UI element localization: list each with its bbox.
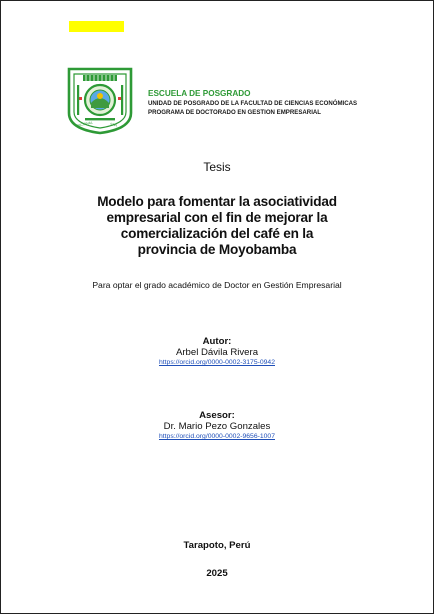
university-seal-icon (67, 67, 133, 135)
advisor-name: Dr. Mario Pezo Gonzales (163, 421, 271, 432)
degree-purpose: Para optar el grado académico de Doctor en Gestión Empresarial (92, 280, 342, 290)
author-orcid-link[interactable]: https://orcid.org/0000-0002-3175-0942 (158, 359, 275, 366)
institution-header (148, 89, 418, 117)
year: 2025 (206, 568, 228, 579)
advisor-orcid-link[interactable]: https://orcid.org/0000-0002-9656-1007 (158, 433, 275, 440)
document-type: Tesis (203, 160, 231, 174)
svg-text:NACIONAL: NACIONAL (75, 120, 94, 128)
program-name: PROGRAMA DE DOCTORADO EN GESTION EMPRESARIAL (148, 109, 322, 116)
school-name: ESCUELA DE POSGRADO (148, 89, 251, 98)
advisor-label: Asesor: (199, 410, 235, 421)
thesis-title: Modelo para fomentar la asociatividad empresarial con el fin de mejorar la comercialización del café en la provincia de Moyobamba (97, 194, 337, 257)
svg-text:SAN: SAN (109, 122, 118, 128)
author-label: Autor: (202, 336, 232, 347)
author-name: Arbel Dávila Rivera (175, 347, 259, 358)
unit-name: UNIDAD DE POSGRADO DE LA FACULTAD DE CIENCIAS ECONÓMICAS (148, 100, 358, 107)
highlight-mark (69, 21, 124, 32)
place: Tarapoto, Perú (183, 540, 251, 551)
